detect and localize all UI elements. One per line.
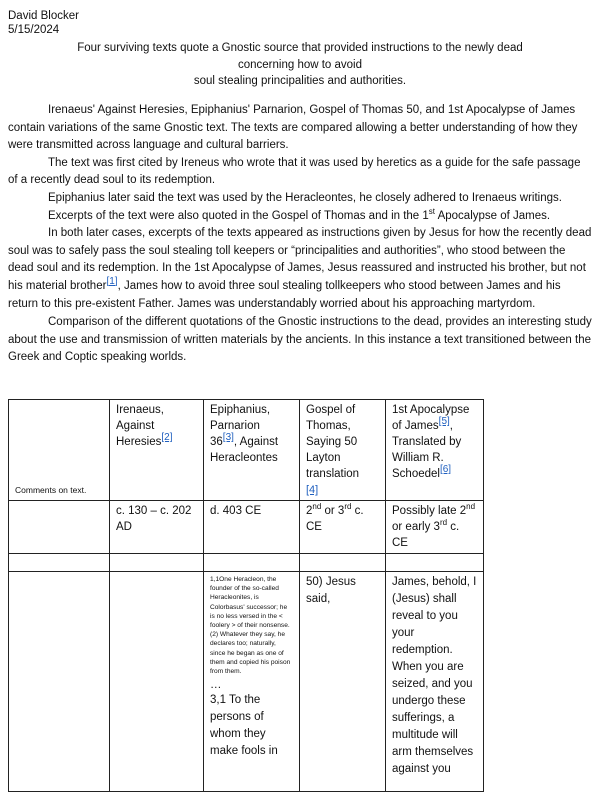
irenaeus-line-2: Against: [116, 420, 155, 432]
paragraph-4: [8, 208, 592, 226]
epiphanius-section-title: , Against Heracleontes: [210, 436, 279, 464]
epiphanius-header-cell: [204, 400, 300, 501]
author-name: David Blocker: [8, 10, 79, 22]
document-body: [8, 102, 592, 367]
thomas-header-cell: [300, 400, 386, 501]
thomas-text-cell: [300, 572, 386, 792]
paragraph-3: Epiphanius later said the text was used by the Heracleontes, he closely adhered to Irenaeus writings.: [48, 191, 562, 204]
thomas-date-c: c. CE: [306, 505, 364, 533]
comparison-table: [8, 399, 484, 792]
james-translator: William R.: [392, 452, 444, 464]
james-line-2: [392, 418, 477, 450]
thomas-line-2: Thomas,: [306, 420, 351, 432]
title-line-1: Four surviving texts quote a Gnostic source that provided instructions to the newly dead: [77, 42, 523, 54]
james-work: of James: [392, 420, 439, 432]
table-blank-row: [9, 554, 484, 572]
ordinal-suffix: st: [428, 206, 436, 216]
paragraph-1: Irenaeus' Against Heresies, Epiphanius' Parnarion, Gospel of Thomas 50, and 1st Apocalypse of James contain variations of the same Gnostic text. The texts are compared allowing a better understanding of how they were transmitted across language and cultural barriers.: [8, 104, 578, 152]
paragraph-2: The text was first cited by Ireneus who wrote that it was used by heretics as a guide for the safe passage of a recently dead soul to its redemption.: [8, 156, 581, 187]
james-date-b: or early 3: [392, 521, 440, 533]
james-date-sup-2: rd: [439, 518, 448, 528]
thomas-date-b: or 3: [321, 505, 345, 517]
epiphanius-date: d. 403 CE: [204, 501, 300, 554]
james-text: James, behold, I (Jesus) shall reveal to you your redemption. When you are seized, and you undergo these sufferings, a multitude will arm themselves against you: [392, 576, 477, 775]
thomas-text: 50) Jesus said,: [306, 576, 356, 605]
blank-cell: [204, 554, 300, 572]
title-line-3: soul stealing principalities and authorities.: [193, 75, 407, 87]
thomas-date-sup-2: rd: [344, 502, 352, 512]
footnote-link-3[interactable]: [3]: [222, 432, 234, 444]
ellipsis: …: [210, 679, 222, 692]
james-date-a: Possibly late 2: [392, 505, 467, 517]
irenaeus-line-1: Irenaeus,: [116, 404, 164, 416]
james-text-cell: [386, 572, 484, 792]
james-line-1: 1st Apocalypse: [392, 404, 470, 416]
thomas-line-5: translation: [306, 468, 360, 480]
epiphanius-text-small: 1,1One Heracleon, the founder of the so-called Heracleonites, is Colorbasus' successor; he is no less versed in the < foolery > of their nonsense. (2) Whatever they say, he declares too; naturally, since he began as one of them and copied his poison from them.: [210, 576, 291, 676]
footnote-link-1[interactable]: [1]: [106, 276, 118, 288]
james-date-c: c. CE: [392, 521, 460, 549]
paragraph-5-text: In both later cases, excerpts of the texts appeared as instructions given by Jesus for how the recently dead soul was to safely pass the soul stealing toll keepers or “principalities and authorities”, who stood between the dead soul and its redemption. In the 1st Apocalypse of James, Jesus reassured and instructed his brother, but not his material brother: [8, 227, 592, 292]
table-text-row: [9, 572, 484, 792]
thomas-date-sup-1: nd: [312, 502, 322, 512]
epiphanius-section-number: 36: [210, 436, 223, 448]
blank-cell: [300, 554, 386, 572]
irenaeus-date: c. 130 – c. 202 AD: [110, 501, 204, 554]
irenaeus-work: Heresies: [116, 436, 162, 448]
james-line-5: [392, 466, 477, 482]
thomas-date: [300, 501, 386, 554]
title-line-2: concerning how to avoid: [237, 58, 363, 71]
james-date: [386, 501, 484, 554]
epiphanius-text-large: 3,1 To the persons of whom they make fools in: [210, 694, 278, 758]
paragraph-4-text: Excerpts of the text were also quoted in the Gospel of Thomas and in the 1: [48, 209, 429, 222]
james-header-cell: [386, 400, 484, 501]
epiphanius-line-1: Epiphanius,: [210, 404, 271, 416]
irenaeus-line-3: [116, 434, 197, 450]
comments-header-cell: [9, 400, 110, 501]
epiphanius-line-3: [210, 434, 293, 466]
table-header-row: [9, 400, 484, 501]
paragraph-4-tail: Apocalypse of James.: [435, 209, 551, 222]
comments-label: Comments on text.: [15, 485, 87, 495]
james-date-sup-1: nd: [466, 502, 476, 512]
thomas-line-1: Gospel of: [306, 404, 356, 416]
document-title: [40, 40, 560, 90]
date-label-cell: [9, 501, 110, 554]
blank-cell: [110, 554, 204, 572]
table-date-row: [9, 501, 484, 554]
paragraph-6: Comparison of the different quotations of the Gnostic instructions to the dead, provides an interesting study about the use and transmission of written materials by the ancients. In this instance a text transitioned between the Greek and Coptic speaking worlds.: [8, 316, 592, 364]
footnote-link-5[interactable]: [5]: [438, 416, 450, 428]
footnote-link-6[interactable]: [6]: [439, 464, 452, 476]
text-comment-cell: [9, 572, 110, 792]
epiphanius-text-cell: [204, 572, 300, 792]
paragraph-5: [8, 225, 592, 313]
thomas-line-4: Layton: [306, 452, 341, 464]
footnote-link-2[interactable]: [2]: [161, 432, 173, 444]
irenaeus-text-cell: [110, 572, 204, 792]
paragraph-5-tail: , James how to avoid three soul stealing tollkeepers who stood between James and his return to this pre-existent Father. James was understandably worried about his approaching martyrdom.: [8, 279, 561, 310]
thomas-line-3: Saying 50: [306, 436, 358, 448]
blank-cell: [386, 554, 484, 572]
epiphanius-line-2: Parnarion: [210, 420, 260, 432]
james-translated-by: , Translated by: [392, 420, 462, 448]
james-translator-surname: Schoedel: [392, 468, 440, 480]
irenaeus-header-cell: [110, 400, 204, 501]
blank-cell: [9, 554, 110, 572]
document-date: 5/15/2024: [8, 24, 60, 36]
footnote-link-4[interactable]: [4]: [306, 484, 319, 496]
thomas-date-a: 2: [306, 505, 313, 517]
